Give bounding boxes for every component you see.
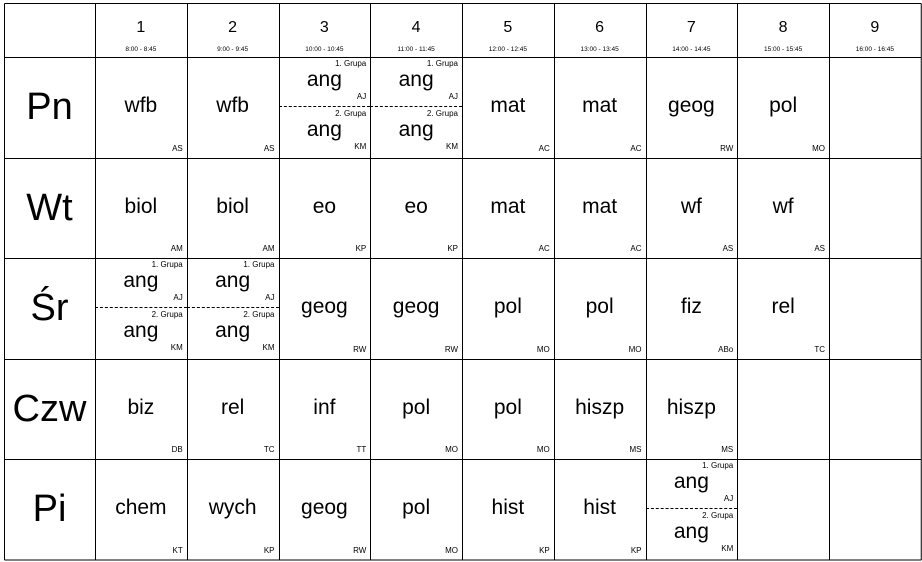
teacher-initials: MS: [721, 445, 734, 454]
teacher-initials: RW: [353, 545, 367, 555]
subject-name: pol: [493, 295, 522, 318]
period-time: 16:00 - 16:45: [855, 46, 895, 53]
day-label: Czw: [12, 387, 87, 430]
teacher-initials: AS: [263, 143, 275, 153]
subject-name: ang: [123, 269, 159, 292]
teacher-initials: AJ: [173, 293, 183, 302]
subject-name: ang: [673, 520, 709, 543]
teacher-initials: MO: [536, 344, 550, 354]
group-label: 1. Grupa: [702, 461, 734, 470]
teacher-initials: KT: [172, 545, 183, 555]
group-label: 2. Grupa: [243, 310, 275, 319]
subject-name: ang: [306, 68, 342, 91]
subject-name: pol: [585, 295, 614, 318]
timetable-grid: [4, 3, 921, 560]
subject-name: ang: [123, 319, 159, 342]
teacher-initials: RW: [720, 143, 734, 153]
teacher-initials: MO: [628, 344, 642, 354]
subject-name: geog: [668, 94, 715, 117]
group-label: 1. Grupa: [151, 260, 183, 269]
period-number: 1: [136, 19, 146, 36]
group-label: 1. Grupa: [335, 59, 367, 68]
period-number: 3: [319, 19, 329, 36]
subject-name: ang: [398, 118, 434, 141]
subject-name: ang: [673, 470, 709, 493]
subject-name: mat: [582, 194, 618, 218]
subject-name: pol: [493, 395, 522, 419]
subject-name: wf: [772, 194, 794, 218]
teacher-initials: AC: [630, 143, 642, 153]
subject-name: wych: [208, 496, 257, 519]
period-time: 10:00 - 10:45: [305, 46, 344, 53]
subject-name: geog: [392, 295, 440, 318]
subject-name: mat: [490, 94, 526, 117]
subject-name: rel: [220, 395, 245, 419]
group-label: 1. Grupa: [243, 260, 275, 269]
subject-name: ang: [398, 68, 434, 91]
teacher-initials: AC: [630, 244, 642, 253]
period-number: 8: [778, 19, 788, 36]
teacher-initials: RW: [353, 344, 367, 354]
period-time: 14:00 - 14:45: [672, 46, 711, 53]
period-time: 13:00 - 13:45: [580, 46, 619, 53]
group-label: 2. Grupa: [151, 310, 183, 319]
teacher-initials: KP: [539, 545, 550, 555]
subject-name: wf: [680, 194, 702, 218]
group-label: 1. Grupa: [426, 59, 458, 68]
teacher-initials: AS: [814, 244, 825, 253]
day-label: Pn: [26, 86, 73, 129]
teacher-initials: TC: [263, 445, 275, 454]
teacher-initials: AC: [538, 143, 550, 153]
teacher-initials: TC: [814, 344, 825, 354]
subject-name: ang: [215, 269, 251, 292]
period-time: 11:00 - 11:45: [397, 46, 435, 53]
subject-name: mat: [490, 194, 526, 218]
teacher-initials: AM: [170, 244, 183, 253]
subject-name: chem: [115, 496, 167, 519]
period-number: 4: [411, 19, 421, 36]
subject-name: hist: [491, 496, 525, 519]
subject-name: pol: [769, 94, 798, 117]
teacher-initials: MO: [445, 545, 458, 555]
teacher-initials: KM: [721, 544, 734, 553]
teacher-initials: AM: [262, 244, 275, 253]
subject-name: ang: [306, 118, 342, 141]
subject-name: rel: [771, 295, 795, 318]
teacher-initials: KP: [630, 545, 642, 555]
teacher-initials: KP: [355, 244, 367, 253]
period-time: 9:00 - 9:45: [217, 46, 249, 53]
teacher-initials: MO: [812, 143, 825, 153]
teacher-initials: DB: [171, 445, 183, 454]
subject-name: biz: [127, 395, 155, 419]
subject-name: inf: [313, 395, 336, 419]
subject-name: pol: [402, 496, 431, 519]
teacher-initials: TT: [356, 445, 367, 454]
teacher-initials: AJ: [356, 92, 367, 101]
teacher-initials: ABo: [718, 344, 734, 354]
subject-name: ang: [215, 319, 251, 342]
period-number: 9: [870, 19, 880, 36]
teacher-initials: KM: [446, 142, 458, 151]
subject-name: biol: [124, 194, 158, 218]
teacher-initials: RW: [444, 344, 458, 354]
teacher-initials: AJ: [448, 92, 458, 101]
teacher-initials: MO: [445, 445, 458, 454]
teacher-initials: AS: [722, 244, 734, 253]
teacher-initials: KM: [170, 343, 183, 352]
teacher-initials: AC: [538, 244, 550, 253]
subject-name: eo: [312, 194, 337, 218]
day-label: Wt: [26, 186, 73, 229]
teacher-initials: KP: [447, 244, 458, 253]
teacher-initials: KP: [263, 545, 275, 555]
period-time: 12:00 - 12:45: [488, 46, 528, 53]
day-label: Śr: [30, 287, 69, 330]
teacher-initials: AS: [172, 143, 183, 153]
teacher-initials: MS: [629, 445, 642, 454]
period-number: 7: [686, 19, 696, 36]
teacher-initials: KM: [354, 142, 367, 151]
teacher-initials: KM: [262, 343, 275, 352]
subject-name: eo: [404, 194, 428, 218]
subject-name: hist: [583, 496, 616, 519]
subject-name: geog: [301, 295, 348, 318]
teacher-initials: MO: [536, 445, 550, 454]
subject-name: geog: [301, 496, 348, 519]
period-number: 2: [228, 19, 238, 36]
subject-name: wfb: [216, 94, 249, 117]
subject-name: fiz: [680, 295, 702, 318]
group-label: 2. Grupa: [426, 109, 458, 118]
period-number: 5: [503, 19, 513, 36]
grid-lines: [4, 3, 922, 562]
teacher-initials: AJ: [723, 494, 734, 503]
subject-name: biol: [216, 194, 249, 218]
period-time: 8:00 - 8:45: [125, 46, 157, 53]
group-label: 2. Grupa: [702, 511, 734, 520]
period-time: 15:00 - 15:45: [763, 46, 803, 53]
period-number: 6: [595, 19, 605, 36]
subject-name: pol: [402, 395, 431, 419]
day-label: Pi: [32, 488, 67, 531]
subject-name: wfb: [124, 94, 158, 117]
subject-name: hiszp: [575, 395, 625, 419]
teacher-initials: AJ: [265, 293, 275, 302]
subject-name: hiszp: [666, 395, 716, 419]
subject-name: mat: [582, 94, 618, 117]
group-label: 2. Grupa: [335, 109, 367, 118]
